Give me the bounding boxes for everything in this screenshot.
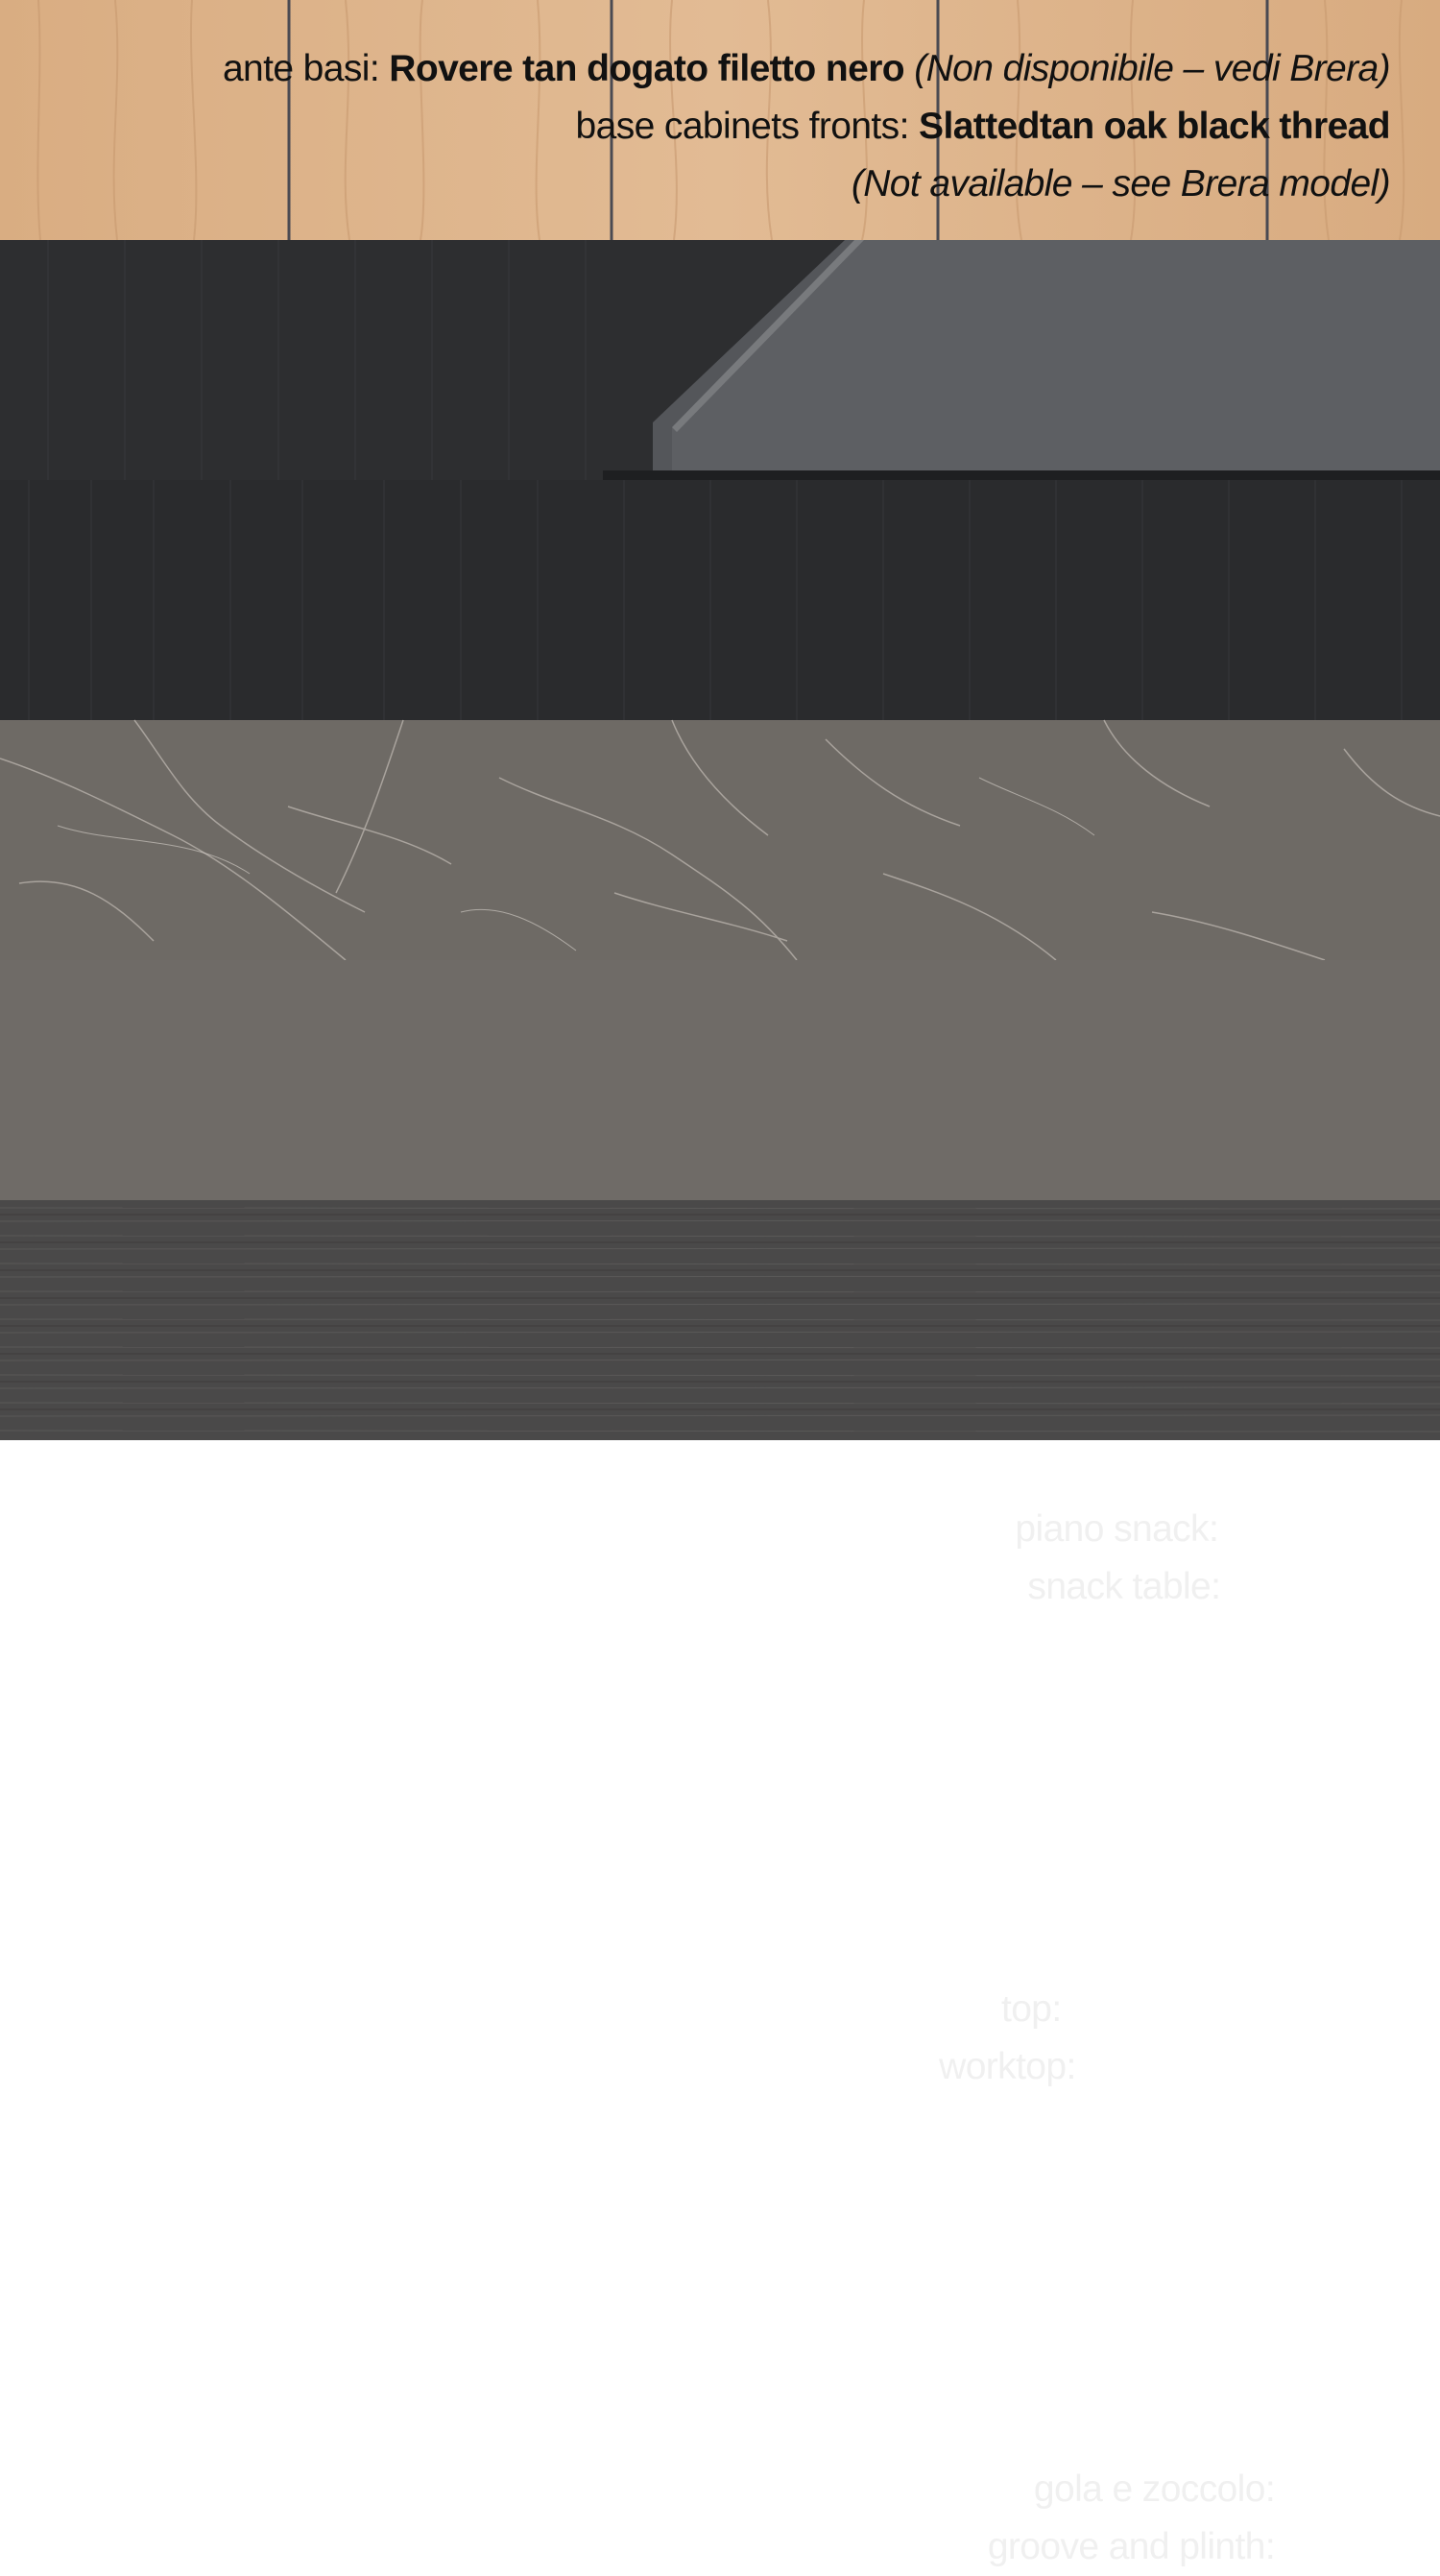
value-top: Laminato Unicolor: [1070, 1988, 1390, 2030]
snack-table-line-en: [1015, 1558, 1390, 1616]
swatch-snack-table: [0, 720, 1440, 1607]
snack-table-text: [1015, 1501, 1390, 1616]
swatch-upper-fronts: [0, 480, 1440, 720]
grey-marble-texture: [0, 720, 1440, 960]
value-piano-snack: Laminato: [1228, 1508, 1390, 1550]
value-gola-e-zoccolo: Urban: [1284, 2468, 1390, 2510]
worktop-line-en: [939, 2038, 1390, 2096]
label-piano-snack: piano snack:: [1015, 1508, 1229, 1550]
worktop-line-it: [939, 1981, 1390, 2038]
base-fronts-text: [223, 40, 1390, 213]
label-ante-basi: ante basi:: [222, 48, 390, 89]
label-worktop: worktop:: [939, 2046, 1086, 2087]
base-fronts-line-note: [223, 156, 1390, 213]
label-top: top:: [1000, 1988, 1071, 2030]
groove-plinth-line-en: [988, 2518, 1390, 2576]
base-fronts-line-en: [223, 98, 1390, 156]
note-non-disponibile: (Non disponibile – vedi Brera): [904, 48, 1390, 89]
worktop-text: [939, 1981, 1390, 2096]
note-not-available: (Not available – see Brera model): [851, 163, 1390, 205]
label-snack-table: snack table:: [1027, 1566, 1231, 1607]
label-groove-and-plinth: groove and plinth:: [987, 2526, 1285, 2567]
swatch-tall-fronts: [0, 240, 1440, 480]
groove-plinth-text: [988, 2461, 1390, 2576]
groove-plinth-line-it: [988, 2461, 1390, 2518]
value-base-cabinets-fronts: Slattedtan oak black thread: [919, 106, 1390, 147]
brushed-metal-texture: [0, 480, 1440, 720]
value-groove-and-plinth: Urban: [1284, 2526, 1390, 2567]
horizontal-brushed-texture: [0, 1200, 1440, 1440]
base-fronts-line-it: [223, 40, 1390, 98]
swatch-base-fronts: [0, 0, 1440, 240]
value-ante-basi: Rovere tan dogato filetto nero: [389, 48, 904, 89]
label-base-cabinets-fronts: base cabinets fronts:: [575, 106, 920, 147]
brushed-metal-glass-texture: [0, 240, 1440, 480]
value-worktop: Unicolor laminate: [1085, 2046, 1390, 2087]
snack-table-line-it: [1015, 1501, 1390, 1558]
label-gola-e-zoccolo: gola e zoccolo:: [1033, 2468, 1285, 2510]
value-snack-table: Laminate: [1230, 1566, 1390, 1607]
